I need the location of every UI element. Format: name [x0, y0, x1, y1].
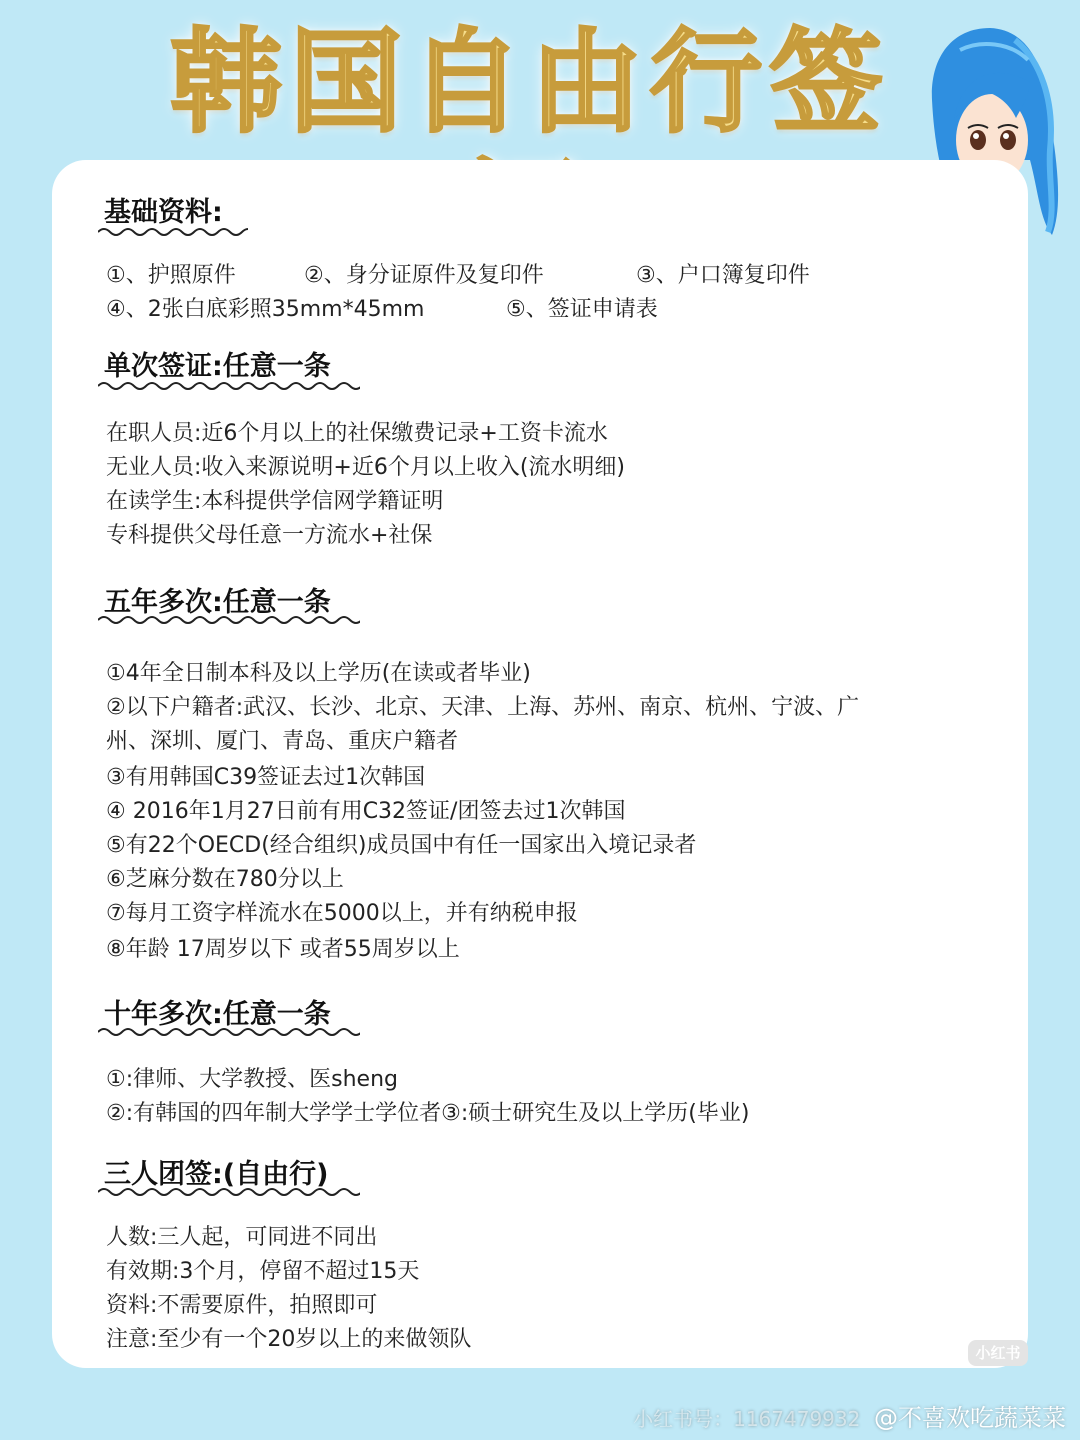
five-year-line-8: ⑦每月工资字样流水在5000以上，并有纳税申报	[106, 901, 578, 926]
single-line-2: 无业人员:收入来源说明+近6个月以上收入(流水明细)	[106, 455, 626, 480]
group-line-3: 资料:不需要原件，拍照即可	[106, 1293, 378, 1318]
five-year-line-3: 州、深圳、厦门、青岛、重庆户籍者	[106, 729, 459, 754]
basic-item-4: ④、2张白底彩照35mm*45mm	[106, 297, 425, 322]
five-year-line-2: ②以下户籍者:武汉、长沙、北京、天津、上海、苏州、南京、杭州、宁波、广	[106, 695, 860, 720]
basic-item-5: ⑤、签证申请表	[506, 297, 658, 322]
basic-item-3: ③、户口簿复印件	[636, 263, 810, 288]
five-year-line-1: ①4年全日制本科及以上学历(在读或者毕业)	[106, 661, 531, 686]
group-line-4: 注意:至少有一个20岁以上的来做领队	[106, 1327, 472, 1352]
ten-year-line-1: ①:律师、大学教授、医sheng	[106, 1067, 398, 1092]
section-title-ten-year: 十年多次:任意一条	[104, 999, 331, 1030]
section-title-basic: 基础资料:	[104, 197, 223, 228]
single-line-1: 在职人员:近6个月以上的社保缴费记录+工资卡流水	[106, 421, 608, 446]
wavy-underline	[98, 1026, 360, 1038]
five-year-line-6: ⑤有22个OECD(经合组织)成员国中有任一国家出入境记录者	[106, 833, 697, 858]
watermark-ghost-text: 小红书号：1167479932	[633, 1407, 861, 1431]
group-line-1: 人数:三人起，可同进不同出	[106, 1225, 378, 1250]
wavy-underline	[98, 1186, 360, 1198]
watermark	[633, 1398, 1066, 1433]
single-line-3: 在读学生:本科提供学信网学籍证明	[106, 489, 444, 514]
section-title-single: 单次签证:任意一条	[104, 351, 331, 382]
wavy-underline	[98, 380, 360, 392]
five-year-line-9: ⑧年龄 17周岁以下 或者55周岁以上	[106, 937, 460, 962]
watermark-handle: @不喜欢吃蔬菜菜	[874, 1404, 1066, 1432]
basic-item-1: ①、护照原件	[106, 263, 236, 288]
page-title: 韩国自由行签	[170, 18, 890, 148]
five-year-line-4: ③有用韩国C39签证去过1次韩国	[106, 765, 426, 790]
section-title-group: 三人团签:(自由行)	[104, 1159, 329, 1190]
five-year-line-7: ⑥芝麻分数在780分以上	[106, 867, 344, 892]
five-year-line-5: ④ 2016年1月27日前有用C32签证/团签去过1次韩国	[106, 799, 626, 824]
wavy-underline	[98, 614, 360, 626]
group-line-2: 有效期:3个月，停留不超过15天	[106, 1259, 420, 1284]
ten-year-line-2: ②:有韩国的四年制大学学士学位者③:硕士研究生及以上学历(毕业)	[106, 1101, 750, 1126]
wavy-underline	[98, 226, 248, 238]
single-line-4: 专科提供父母任意一方流水+社保	[106, 523, 433, 548]
basic-item-2: ②、身分证原件及复印件	[304, 263, 544, 288]
xiaohongshu-badge: 小红书	[968, 1340, 1028, 1366]
section-title-five-year: 五年多次:任意一条	[104, 587, 331, 618]
